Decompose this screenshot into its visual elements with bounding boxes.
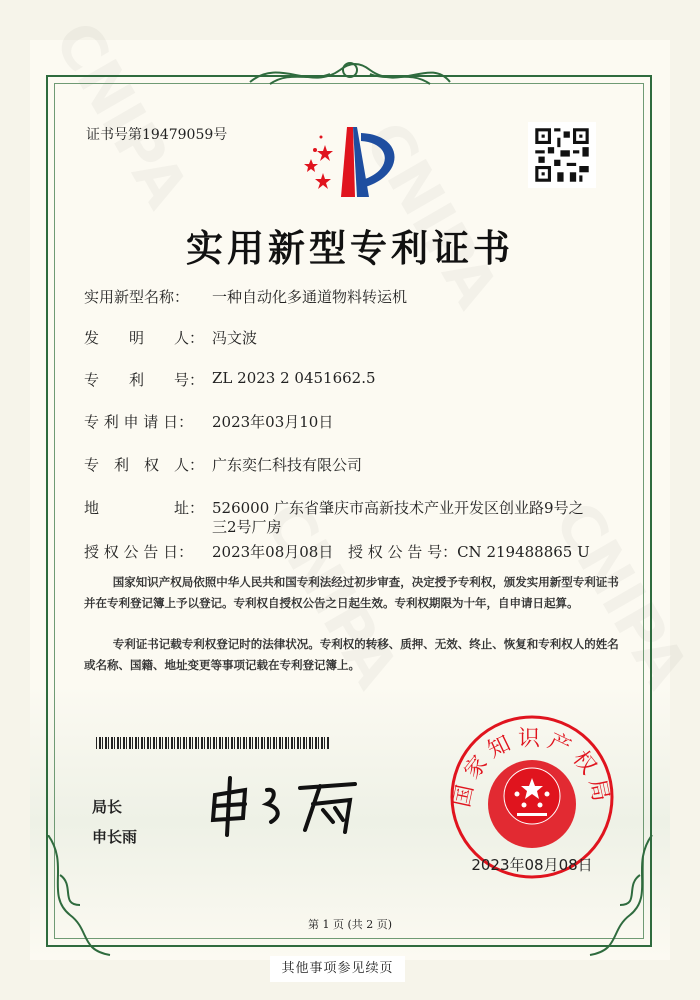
field-application-date — [84, 411, 333, 432]
field-address — [84, 497, 584, 518]
page-number: 第 1 页 (共 2 页) — [307, 918, 393, 931]
field-value: 一种自动化多通道物料转运机 — [212, 288, 408, 306]
director-name: 申长雨 — [92, 828, 138, 846]
field-value-line2: 三2号厂房 — [212, 518, 282, 536]
field-label: 专 利 号： — [84, 371, 205, 389]
statement-paragraph: 专利证书记载专利权登记时的法律状况。专利权的转移、质押、无效、终止、恢复和专利权人的姓名或名称、国籍、地址变更等事项记载在专利登记簿上。 — [84, 637, 619, 672]
field-label: 授 权 公 告 日： — [84, 543, 194, 561]
field-value: 广东奕仁科技有限公司 — [212, 456, 363, 474]
field-value: 526000 广东省肇庆市高新技术产业开发区创业路9号之 — [212, 499, 584, 517]
top-ornament — [240, 52, 460, 94]
field-patent-number — [84, 369, 376, 390]
certificate-number: 证书号第19479059号 — [86, 127, 228, 143]
qr-code — [528, 122, 596, 188]
corner-ornament-left — [40, 835, 120, 960]
field-label: 地 址： — [84, 499, 205, 517]
field-label: 专 利 权 人： — [84, 456, 205, 474]
director-title: 局长 — [92, 798, 123, 816]
field-label: 发 明 人： — [84, 329, 205, 347]
field-grant-date — [84, 541, 333, 562]
barcode — [96, 737, 330, 749]
cnipa-logo — [295, 125, 405, 200]
seal-date: 2023年08月08日 — [471, 856, 593, 874]
official-seal — [447, 712, 617, 882]
svg-text:国家知识产权局: 国家知识产权局 — [449, 726, 615, 810]
field-utility-model-name — [84, 286, 407, 307]
continuation-note: 其他事项参见续页 — [270, 956, 405, 982]
field-inventor — [84, 327, 257, 348]
field-patentee — [84, 454, 362, 475]
field-label: 专 利 申 请 日： — [84, 413, 194, 431]
statement-paragraph: 国家知识产权局依照中华人民共和国专利法经过初步审查，决定授予专利权，颁发实用新型专利证书并在专利登记簿上予以登记。专利权自授权公告之日起生效。专利权期限为十年，自申请日起算。 — [84, 575, 619, 610]
field-label: 授 权 公 告 号： — [348, 543, 458, 561]
page-title: 实用新型专利证书 — [186, 226, 514, 270]
field-value: CN 219488865 U — [457, 543, 590, 561]
field-publication-number — [348, 541, 590, 562]
field-value: 2023年08月08日 — [212, 543, 334, 561]
field-label: 实用新型名称： — [84, 288, 190, 306]
director-signature — [205, 770, 365, 840]
field-value: 2023年03月10日 — [212, 413, 334, 431]
field-value: ZL 2023 2 0451662.5 — [212, 369, 376, 387]
field-value: 冯文波 — [212, 329, 258, 347]
